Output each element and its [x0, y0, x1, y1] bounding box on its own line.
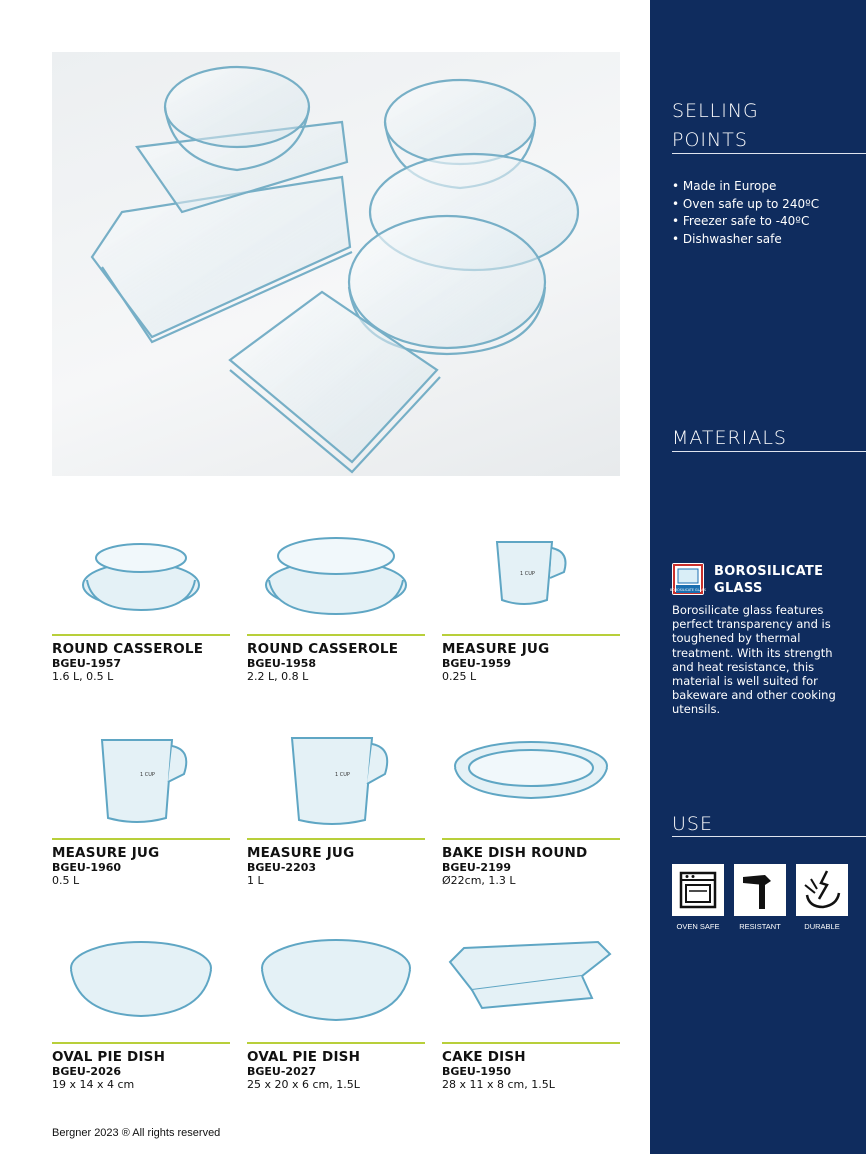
- product-dimensions: 28 x 11 x 8 cm, 1.5L: [442, 1078, 555, 1091]
- divider: [672, 451, 866, 452]
- product-code: BGEU-2199: [442, 861, 512, 874]
- glassware-collection-illustration: [52, 52, 620, 476]
- product-dimensions: Ø22cm, 1.3 L: [442, 874, 516, 887]
- product-name: ROUND CASSEROLE: [247, 641, 399, 657]
- jug-marking: 1 CUP: [335, 772, 350, 778]
- product-rule: [247, 838, 425, 840]
- product-rule: [52, 838, 230, 840]
- product-code: BGEU-1957: [52, 657, 122, 670]
- product-rule: [442, 838, 620, 840]
- selling-point-item: • Freezer safe to -40ºC: [672, 213, 819, 231]
- round-casserole-image: [247, 530, 425, 630]
- material-name: BOROSILICATE GLASS: [714, 564, 824, 596]
- product-code: BGEU-1950: [442, 1065, 512, 1078]
- product-code: BGEU-1960: [52, 861, 122, 874]
- product-card: [247, 530, 425, 684]
- borosilicate-icon-text: BOROSILICATE GLASS: [670, 588, 706, 592]
- footer-copyright: Bergner 2023 ® All rights reserved: [52, 1127, 221, 1139]
- oven-icon: [672, 864, 724, 916]
- product-rule: [52, 634, 230, 636]
- product-dimensions: 1.6 L, 0.5 L: [52, 670, 114, 683]
- product-name: OVAL PIE DISH: [247, 1049, 361, 1065]
- use-item-resistant: [734, 864, 786, 931]
- borosilicate-icon: [672, 563, 704, 595]
- bake-dish-round-image: [442, 734, 620, 834]
- product-card: [52, 734, 230, 888]
- use-heading: USE: [672, 813, 713, 835]
- divider: [672, 153, 866, 154]
- material-description: Borosilicate glass features perfect transparency and is toughened by thermal treatment. With its strength and heat resistance, this material is well suited for bakeware and other cooking utensils.: [672, 603, 836, 717]
- product-card: [247, 734, 425, 888]
- selling-point-item: • Dishwasher safe: [672, 231, 819, 249]
- product-rule: [52, 1042, 230, 1044]
- jug-marking: 1 CUP: [520, 571, 535, 577]
- selling-points-heading: [672, 97, 759, 155]
- product-rule: [442, 634, 620, 636]
- product-rule: [247, 1042, 425, 1044]
- product-name: MEASURE JUG: [52, 845, 160, 861]
- measure-jug-image: [442, 530, 620, 630]
- product-code: BGEU-2203: [247, 861, 317, 874]
- selling-points-list: [672, 178, 819, 248]
- product-card: [442, 530, 620, 684]
- product-code: BGEU-2027: [247, 1065, 317, 1078]
- round-casserole-image: [52, 530, 230, 630]
- use-icons-row: [672, 864, 848, 931]
- product-dimensions: 19 x 14 x 4 cm: [52, 1078, 135, 1091]
- product-name: ROUND CASSEROLE: [52, 641, 204, 657]
- divider: [672, 836, 866, 837]
- selling-point-item: • Made in Europe: [672, 178, 819, 196]
- product-dimensions: 2.2 L, 0.8 L: [247, 670, 309, 683]
- sidebar-panel: [650, 0, 866, 1154]
- product-card: [247, 938, 425, 1092]
- product-code: BGEU-1959: [442, 657, 512, 670]
- product-card: [52, 938, 230, 1092]
- oval-pie-dish-image: [247, 938, 425, 1038]
- hero-product-photo: [52, 52, 620, 476]
- product-dimensions: 1 L: [247, 874, 264, 887]
- hammer-icon: [734, 864, 786, 916]
- product-name: OVAL PIE DISH: [52, 1049, 166, 1065]
- materials-heading: MATERIALS: [672, 427, 787, 449]
- use-item-oven-safe: [672, 864, 724, 931]
- use-item-durable: [796, 864, 848, 931]
- oval-pie-dish-image: [52, 938, 230, 1038]
- product-dimensions: 25 x 20 x 6 cm, 1.5L: [247, 1078, 360, 1091]
- product-name: CAKE DISH: [442, 1049, 526, 1065]
- product-dimensions: 0.25 L: [442, 670, 477, 683]
- product-card: [52, 530, 230, 684]
- selling-heading-line2: POINTS: [672, 129, 748, 151]
- selling-heading-line1: SELLING: [672, 100, 759, 122]
- product-name: MEASURE JUG: [442, 641, 550, 657]
- product-code: BGEU-2026: [52, 1065, 122, 1078]
- selling-point-item: • Oven safe up to 240ºC: [672, 196, 819, 214]
- measure-jug-image: [52, 734, 230, 834]
- use-label-durable: DURABLE: [804, 922, 840, 931]
- product-rule: [442, 1042, 620, 1044]
- product-dimensions: 0.5 L: [52, 874, 80, 887]
- cake-dish-image: [442, 938, 620, 1038]
- use-label-oven-safe: OVEN SAFE: [676, 922, 720, 931]
- measure-jug-image: [247, 734, 425, 834]
- product-name: MEASURE JUG: [247, 845, 355, 861]
- product-code: BGEU-1958: [247, 657, 317, 670]
- product-rule: [247, 634, 425, 636]
- durable-icon: [796, 864, 848, 916]
- product-card: [442, 734, 620, 888]
- product-card: [442, 938, 620, 1092]
- jug-marking: 1 CUP: [140, 772, 155, 778]
- product-name: BAKE DISH ROUND: [442, 845, 588, 861]
- use-label-resistant: RESISTANT: [739, 922, 781, 931]
